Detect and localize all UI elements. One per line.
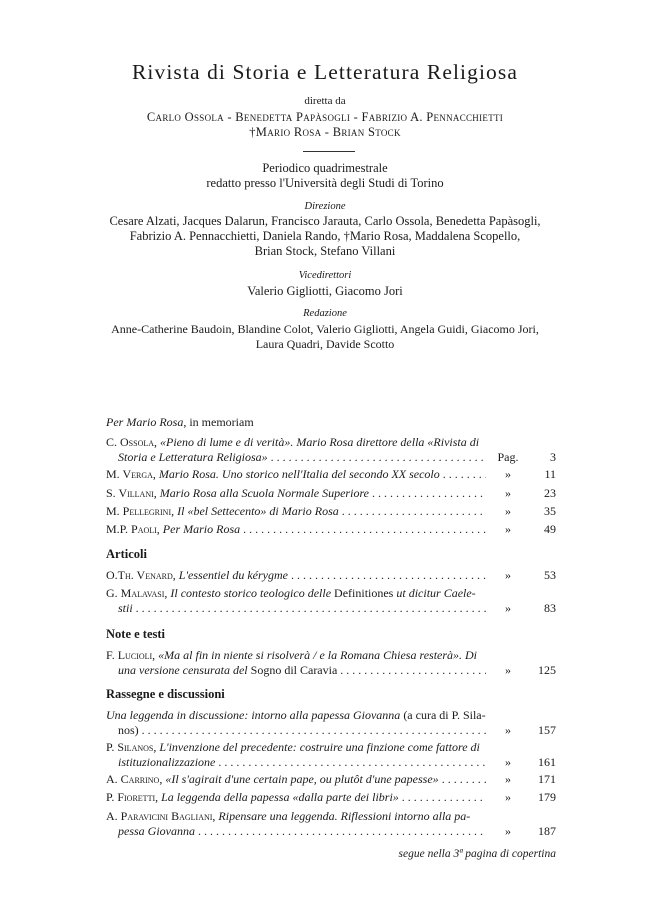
toc-entry: M. Pellegrini, Il «bel Settecento» di Mario Rosa . . . » 35: [106, 504, 556, 534]
direzione-line-3: Brian Stock, Stefano Villani: [254, 244, 396, 258]
page-number: 125: [538, 663, 556, 677]
periodico-line-1: Periodico quadrimestrale: [262, 161, 388, 175]
toc-entry: P. Fioretti, La leggenda della papessa «dalla parte dei libri» . . . » 179: [106, 790, 556, 820]
direzione-line-2: Fabrizio A. Pennacchietti, Daniela Rando, †Mario Rosa, Maddalena Scopello,: [129, 229, 521, 243]
toc-entry: F. Lucioli, «Ma al fin in niente si risolverà / e la Romana Chiesa resterà». Di una versione censurata del Sogno dil Caravia . . . » 125: [106, 648, 556, 678]
page-number: 161: [538, 755, 556, 769]
page-number: 3: [550, 450, 556, 464]
page-number: 83: [544, 601, 556, 615]
header-divider: [303, 151, 355, 152]
page-number: 53: [544, 568, 556, 582]
redazione-label: Redazione: [303, 308, 347, 319]
page-number: 157: [538, 723, 556, 737]
page-number: 171: [538, 772, 556, 786]
page-number: 179: [538, 790, 556, 804]
vicedirettori-label: Vicedirettori: [298, 270, 352, 281]
direzione-line-1: Cesare Alzati, Jacques Dalarun, Francisco Jarauta, Carlo Ossola, Benedetta Papàsogli,: [109, 214, 541, 228]
toc-entry: A. Carrino, «Il s'agirait d'une certain pape, ou plutôt d'une papesse» . . . » 171: [106, 772, 556, 802]
journal-title: Rivista di Storia e Letteratura Religiosa: [131, 60, 519, 84]
toc-entry: M.P. Paoli, Per Mario Rosa . . . » 49: [106, 522, 556, 552]
memoriam-heading: Per Mario Rosa, in memoriam: [106, 415, 254, 429]
toc-entry: S. Villani, Mario Rosa alla Scuola Normale Superiore . . . » 23: [106, 486, 556, 516]
section-heading-rassegne: Rassegne e discussioni: [106, 687, 225, 701]
page-number: 23: [544, 486, 556, 500]
redazione-names: [0, 322, 650, 352]
redazione-line-1: Anne-Catherine Baudoin, Blandine Colot, Valerio Gigliotti, Angela Guidi, Giacomo Jori,: [111, 322, 539, 336]
toc-entry: G. Malavasi, Il contesto storico teologico delle Definitiones ut dicitur Caele- stii . . . » 83: [106, 586, 556, 616]
vicedirettori-names: Valerio Gigliotti, Giacomo Jori: [247, 284, 403, 298]
page-number: 49: [544, 522, 556, 536]
toc-entry: A. Paravicini Bagliani, Ripensare una leggenda. Riflessioni intorno alla pa- pessa Giovanna . . . » 187: [106, 809, 556, 839]
periodico-line-2: redatto presso l'Università degli Studi di Torino: [206, 176, 444, 190]
toc-entry: Una leggenda in discussione: intorno alla papessa Giovanna (a cura di P. Sila- nos) . . . » 157: [106, 708, 556, 738]
redazione-line-2: Laura Quadri, Davide Scotto: [255, 337, 395, 351]
editors-line-1: Carlo Ossola - Benedetta Papàsogli - Fabrizio A. Pennacchietti: [146, 110, 504, 124]
editors-line-2: †Mario Rosa - Brian Stock: [249, 125, 401, 139]
diretta-da-label: diretta da: [304, 95, 346, 107]
toc-entry: P. Silanos, L'invenzione del precedente: costruire una finzione come fattore di istituzionalizzazione . . . » 161: [106, 740, 556, 770]
toc-entry: M. Verga, Mario Rosa. Uno storico nell'Italia del secondo XX secolo . . . » 11: [106, 467, 556, 497]
direzione-names: [0, 214, 650, 259]
continuation-note: segue nella 3ª pagina di copertina: [398, 848, 556, 860]
page-number: 11: [544, 467, 556, 481]
section-heading-articoli: Articoli: [106, 547, 147, 561]
direzione-label: Direzione: [304, 201, 346, 212]
page-number: 35: [544, 504, 556, 518]
toc-entry: C. Ossola, «Pieno di lume e di verità». Mario Rosa direttore della «Rivista di Storia e Letteratura Religiosa» . . . Pag. 3: [106, 435, 556, 465]
toc-entry: O.Th. Venard, L'essentiel du kérygme . . . » 53: [106, 568, 556, 598]
section-heading-note: Note e testi: [106, 627, 165, 641]
page-number: 187: [538, 824, 556, 838]
